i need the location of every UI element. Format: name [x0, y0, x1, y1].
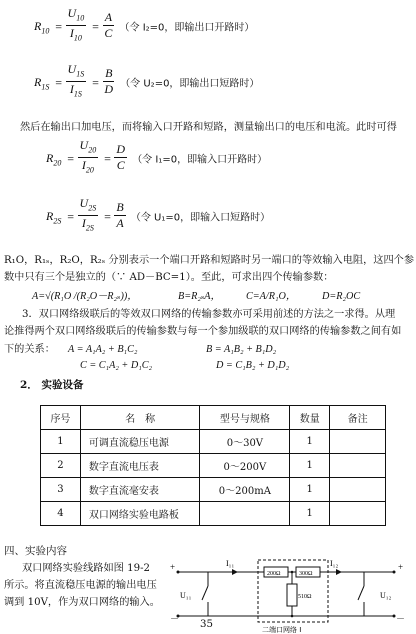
two-port-circuit-diagram	[166, 552, 406, 634]
resistor-r3	[287, 584, 297, 606]
table-cell: 3	[41, 478, 81, 502]
terminal-dot	[393, 571, 396, 574]
left-switch-blade	[202, 586, 208, 600]
param-d: D=R₂OC	[322, 291, 361, 302]
table-header-cell: 序号	[41, 406, 81, 430]
table-row	[41, 478, 386, 502]
content-line2: 所示。将直流稳压电源的输出电压	[4, 580, 157, 591]
table-cell: 0～200V	[200, 454, 290, 478]
label-i11: I₁₁	[226, 559, 235, 568]
formula-r10: $R_{10}$ = $\frac{U_{10}}{I_{10}}$ = $\frac{A}{C}$ （令 I₂=0，即输出口开路时）	[34, 6, 255, 43]
formula-r2s: $R_{2S}$ = $\frac{U_{2S}}{I_{2S}}$ = $\frac{B}{A}$ （令 U₁=0，即输入口短路时）	[46, 196, 271, 233]
label-plus-left: +	[170, 562, 176, 572]
table-cell: 双口网络实验电路板	[80, 502, 200, 526]
content-line3: 调到 10V，作为双口网络的输入。	[4, 597, 160, 608]
section-content-heading: 四、实验内容	[4, 545, 67, 557]
table-cell: 0～200mA	[200, 478, 290, 502]
right-switch-blade	[358, 586, 364, 600]
diagram-caption: 二端口网络 I	[262, 626, 302, 634]
table-cell	[330, 454, 386, 478]
label-r2: 300Ω	[299, 571, 313, 577]
label-i12: I₁₂	[330, 559, 339, 568]
cascade-c: C = C₁A₂ + D₁C₂	[80, 360, 153, 371]
table-cell: 4	[41, 502, 81, 526]
content-line1: 双口网络实验线路如图 19-2	[22, 563, 150, 574]
table-cell: 1	[290, 478, 330, 502]
table-cell	[330, 430, 386, 454]
terminal-dot	[177, 571, 180, 574]
section-equipment-heading: 2． 实验设备	[20, 379, 84, 391]
table-header-cell: 数量	[290, 406, 330, 430]
label-u12: U₁₂	[380, 591, 392, 600]
current-arrow-left	[232, 569, 238, 575]
table-cell: 1	[290, 502, 330, 526]
table-header-cell: 型号与规格	[200, 406, 290, 430]
table-cell: 数字直流毫安表	[80, 478, 200, 502]
table-cell: 可调直流稳压电源	[80, 430, 200, 454]
table-row	[41, 502, 386, 526]
label-plus-right: +	[398, 562, 404, 572]
table-header-cell: 备注	[330, 406, 386, 430]
equipment-table	[40, 405, 386, 526]
table-cell: 1	[290, 454, 330, 478]
cascade-b: B = A₁B₂ + B₁D₂	[206, 344, 277, 355]
paragraph-cascade-line1: 3．双口网络级联后的等效双口网络的传输参数亦可采用前述的方法之一求得。从理	[22, 309, 396, 320]
label-minus-right: －	[396, 614, 406, 624]
param-a: A=√(R₁O /(R₂O－R₂ₛ))，	[32, 291, 138, 302]
table-cell: 0～30V	[200, 430, 290, 454]
node-dot	[291, 615, 294, 618]
formula-r2s-note: （令 U₁=0，即输入口短路时）	[130, 212, 271, 224]
current-arrow-right	[336, 569, 342, 575]
param-b: B=R₂ₛA，	[178, 291, 221, 302]
table-row	[41, 430, 386, 454]
table-cell	[330, 502, 386, 526]
cascade-d: D = C₁B₂ + D₁D₂	[216, 360, 290, 371]
label-u11: U₁₁	[180, 591, 192, 600]
table-cell: 1	[290, 430, 330, 454]
table-header-row	[41, 406, 386, 430]
paragraph-resistances-line1: R₁O，R₁ₛ，R₂O，R₂ₛ 分别表示一个端口开路和短路时另一端口的等效输入电阻，这四个参	[4, 255, 415, 266]
page-number: 35	[200, 619, 213, 630]
paragraph-resistances-line2: 数中只有三个是独立的（∵ AD－BC=1）。至此，可求出四个传输参数：	[4, 272, 334, 283]
cascade-a: A = A₁A₂ + B₁C₂	[68, 344, 138, 355]
table-cell: 2	[41, 454, 81, 478]
table-row	[41, 454, 386, 478]
table-header-cell: 名 称	[80, 406, 200, 430]
formula-r1s-note: （令 U₂=0，即输出口短路时）	[120, 78, 260, 90]
table-cell: 数字直流电压表	[80, 454, 200, 478]
table-cell: 1	[41, 430, 81, 454]
table-cell	[200, 502, 290, 526]
param-c: C=A/R₁O，	[246, 291, 297, 302]
formula-r20-note: （令 I₁=0，即输入口开路时）	[132, 154, 268, 166]
table-cell	[330, 478, 386, 502]
paragraph-cascade-line2: 论推得两个双口网络级联后的传输参数与每一个参加级联的双口网络的传输参数之间有如	[4, 326, 402, 337]
formula-r1s: $R_{1S}$ = $\frac{U_{1S}}{I_{1S}}$ = $\frac{B}{D}$ （令 U₂=0，即输出口短路时）	[34, 62, 260, 99]
formula-r20: $R_{20}$ = $\frac{U_{20}}{I_{20}}$ = $\frac{D}{C}$ （令 I₁=0，即输入口开路时）	[46, 138, 268, 175]
paragraph-output-measure: 然后在输出口加电压，而将输入口开路和短路，测量输出口的电压和电流。此时可得	[20, 122, 397, 133]
label-minus-left: －	[170, 614, 180, 624]
node-dot	[291, 571, 294, 574]
label-r3: 510Ω	[298, 594, 312, 600]
formula-r10-note: （令 I₂=0，即输出口开路时）	[119, 22, 255, 34]
paragraph-cascade-prefix: 下的关系：	[4, 344, 55, 355]
label-r1: 200Ω	[267, 571, 281, 577]
